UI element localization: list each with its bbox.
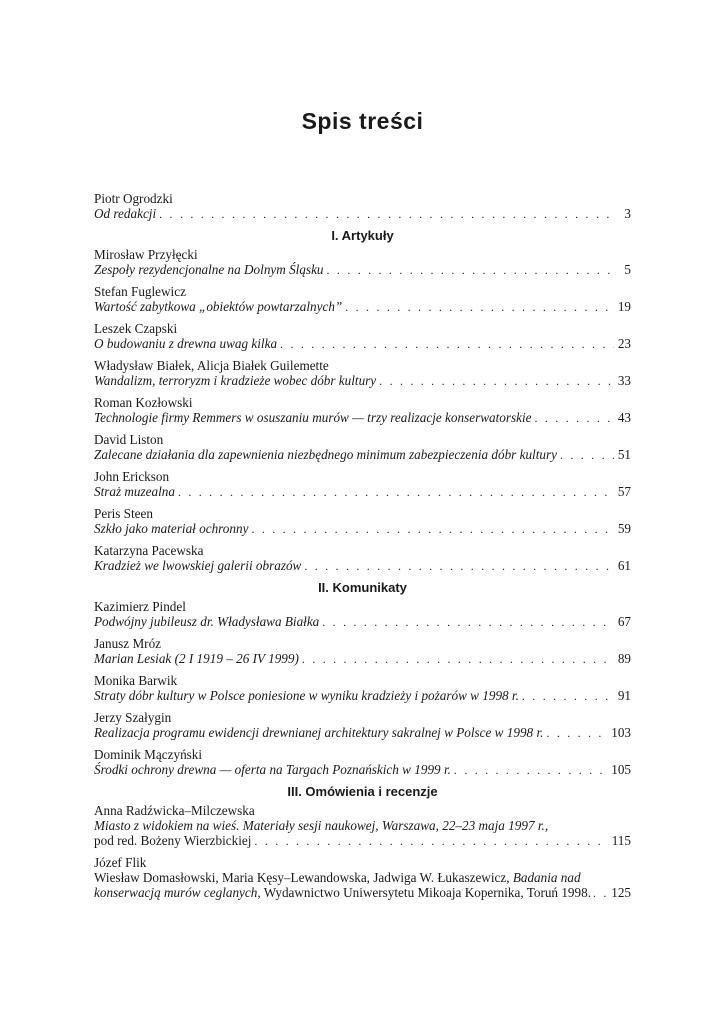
page-number: 33 (617, 373, 631, 388)
section-heading: I. Artykuły (331, 228, 394, 243)
dot-leader (302, 652, 614, 667)
toc-entry[interactable] (94, 543, 631, 574)
entry-title[interactable]: Podwójny jubileusz dr. Władysława Białka (94, 614, 320, 629)
page-number: 59 (617, 521, 631, 536)
entry-author: Janusz Mróz (94, 636, 162, 651)
page-number: 89 (617, 651, 631, 666)
dot-leader (522, 689, 614, 704)
entry-title-continued[interactable]: Miasto z widokiem na wieś. Materiały sesji naukowej, Warszawa, 22–23 maja 1997 r., (94, 818, 549, 833)
toc-entry[interactable] (94, 469, 631, 500)
dot-leader (379, 374, 614, 389)
entry-title[interactable]: Wartość zabytkowa „obiektów powtarzalnych” (94, 299, 343, 314)
section-heading: III. Omówienia i recenzje (287, 784, 438, 799)
entry-title[interactable]: O budowaniu z drewna uwag kilka (94, 336, 278, 351)
toc-entry[interactable] (94, 599, 631, 630)
page-number: 105 (611, 762, 631, 777)
entry-author: Jerzy Szałygin (94, 710, 172, 725)
entry-title[interactable]: Straty dóbr kultury w Polsce poniesione w wyniku kradzieży i pożarów w 1998 r. (94, 688, 519, 703)
dot-leader (345, 300, 614, 315)
entry-title-line[interactable] (94, 688, 631, 704)
table-of-contents (94, 191, 631, 901)
toc-entry[interactable] (94, 247, 631, 278)
entry-title-italic: konserwacją murów ceglanych (94, 885, 258, 900)
entry-title[interactable] (94, 885, 591, 900)
toc-entry[interactable] (94, 673, 631, 704)
dot-leader (322, 615, 614, 630)
entry-title-plain: Wiesław Domasłowski, Maria Kęsy–Lewandowska, Jadwiga W. Łukaszewicz, (94, 870, 513, 885)
entry-title-line[interactable] (94, 447, 631, 463)
entry-author: Roman Kozłowski (94, 395, 193, 410)
entry-author: Mirosław Przyłęcki (94, 247, 198, 262)
page-title: Spis treści (301, 108, 424, 134)
entry-title[interactable]: Zalecane działania dla zapewnienia niezbędnego minimum zabezpieczenia dóbr kultury (94, 447, 557, 462)
entry-title-line[interactable] (94, 725, 631, 741)
entry-author: David Liston (94, 432, 164, 447)
entry-title[interactable]: Kradzież we lwowskiej galerii obrazów (94, 558, 302, 573)
dot-leader (178, 485, 614, 500)
dot-leader (546, 726, 608, 741)
page-number: 125 (611, 885, 631, 900)
page-number: 19 (617, 299, 631, 314)
toc-entry[interactable] (94, 747, 631, 778)
entry-title-line[interactable] (94, 614, 631, 630)
entry-title-line[interactable] (94, 299, 631, 315)
page-number: 3 (624, 206, 631, 221)
page-number: 61 (617, 558, 631, 573)
entry-title[interactable]: Wandalizm, terroryzm i kradzieże wobec dóbr kultury (94, 373, 377, 388)
entry-title[interactable]: Straż muzealna (94, 484, 175, 499)
page-number: 23 (617, 336, 631, 351)
page-number: 115 (611, 833, 631, 848)
dot-leader (327, 263, 614, 278)
entry-title-line[interactable] (94, 885, 631, 901)
entry-title[interactable]: Technologie firmy Remmers w osuszaniu murów — trzy realizacje konserwatorskie (94, 410, 532, 425)
entry-author: Leszek Czapski (94, 321, 178, 336)
entry-title[interactable]: Realizacja programu ewidencji drewnianej architektury sakralnej w Polsce w 1998 r. (94, 725, 544, 740)
entry-title-line[interactable] (94, 762, 631, 778)
dot-leader (280, 337, 614, 352)
entry-title-line[interactable] (94, 484, 631, 500)
toc-entry[interactable] (94, 321, 631, 352)
page-number: 103 (611, 725, 631, 740)
page-number: 91 (617, 688, 631, 703)
entry-author: Władysław Białek, Alicja Białek Guilemette (94, 358, 329, 373)
entry-author: Anna Radźwicka–Milczewska (94, 803, 255, 818)
dot-leader (304, 559, 614, 574)
entry-title-line[interactable] (94, 336, 631, 352)
dot-leader (593, 886, 609, 901)
entry-title-line[interactable] (94, 833, 631, 849)
toc-entry[interactable] (94, 803, 631, 849)
dot-leader (251, 522, 614, 537)
entry-title[interactable]: pod red. Bożeny Wierzbickiej (94, 833, 252, 848)
page-number: 67 (617, 614, 631, 629)
entry-title-plain: , Wydawnictwo Uniwersytetu Mikoaja Kopernika, Toruń 1998. (257, 885, 591, 900)
toc-entry[interactable] (94, 506, 631, 537)
toc-entry[interactable] (94, 358, 631, 389)
toc-entry[interactable] (94, 284, 631, 315)
toc-entry[interactable] (94, 191, 631, 222)
entry-title[interactable]: Szkło jako materiał ochronny (94, 521, 249, 536)
entry-author: Józef Flik (94, 855, 147, 870)
dot-leader (254, 834, 608, 849)
dot-leader (454, 763, 608, 778)
section-heading: II. Komunikaty (318, 580, 407, 595)
entry-title[interactable]: Od redakcji (94, 206, 157, 221)
entry-title-line[interactable] (94, 206, 631, 222)
entry-title[interactable]: Marian Lesiak (2 I 1919 – 26 IV 1999) (94, 651, 299, 666)
dot-leader (560, 448, 614, 463)
toc-entry[interactable] (94, 395, 631, 426)
dot-leader (535, 411, 615, 426)
entry-author: Monika Barwik (94, 673, 178, 688)
entry-author: Katarzyna Pacewska (94, 543, 204, 558)
toc-entry[interactable] (94, 636, 631, 667)
entry-author: Dominik Mączyński (94, 747, 203, 762)
entry-author: Peris Steen (94, 506, 153, 521)
entry-author: Piotr Ogrodzki (94, 191, 173, 206)
entry-title-line[interactable] (94, 521, 631, 537)
entry-title-line[interactable] (94, 651, 631, 667)
entry-author: Stefan Fuglewicz (94, 284, 186, 299)
toc-page (94, 0, 631, 907)
toc-entry[interactable] (94, 432, 631, 463)
page-number: 43 (617, 410, 631, 425)
entry-title-line[interactable] (94, 262, 631, 278)
toc-entry[interactable] (94, 855, 631, 901)
entry-author: Kazimierz Pindel (94, 599, 186, 614)
entry-title-line[interactable] (94, 410, 631, 426)
entry-title-continued[interactable] (94, 870, 631, 885)
dot-leader (159, 207, 614, 222)
entry-title-italic: Badania nad (512, 870, 581, 885)
page-number: 51 (617, 447, 631, 462)
toc-entry[interactable] (94, 710, 631, 741)
entry-title-line[interactable] (94, 558, 631, 574)
entry-title-line[interactable] (94, 373, 631, 389)
entry-title[interactable]: Środki ochrony drewna — oferta na Targach Poznańskich w 1999 r. (94, 762, 451, 777)
entry-author: John Erickson (94, 469, 170, 484)
page-number: 57 (617, 484, 631, 499)
entry-title[interactable]: Zespoły rezydencjonalne na Dolnym Śląsku (94, 262, 324, 277)
page-number: 5 (624, 262, 631, 277)
